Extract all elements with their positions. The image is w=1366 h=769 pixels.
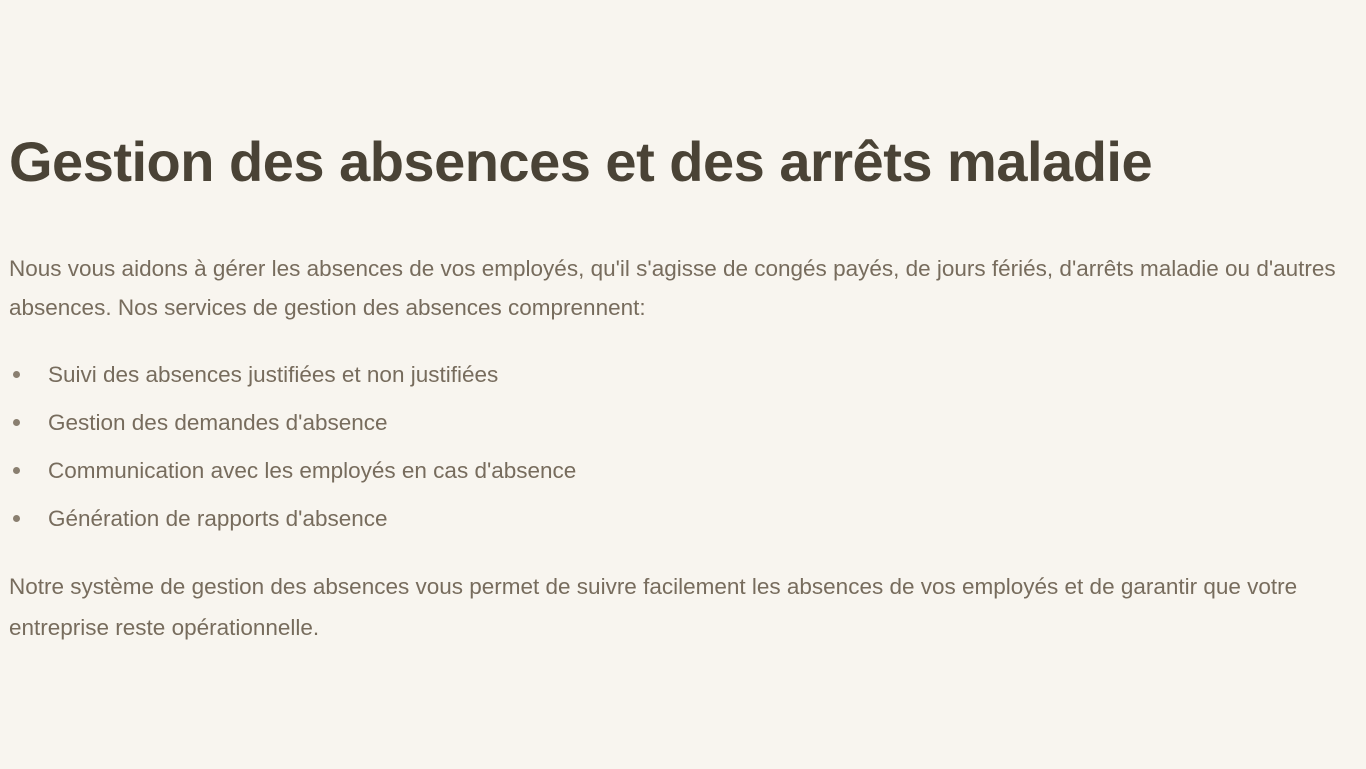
intro-paragraph: Nous vous aidons à gérer les absences de vos employés, qu'il s'agisse de congés payés, de jours fériés, d'arrêts maladie ou d'autres absences. Nos services de gestion des absences comprennent: — [9, 256, 1336, 320]
bullet-icon — [13, 515, 20, 522]
list-item-label: Suivi des absences justifiées et non justifiées — [48, 362, 499, 387]
list-item-label: Génération de rapports d'absence — [48, 506, 388, 531]
list-item-label: Communication avec les employés en cas d'absence — [48, 458, 577, 483]
list-item — [9, 448, 576, 496]
section-title: Gestion des absences et des arrêts maladie — [9, 130, 1153, 193]
list-item — [9, 400, 576, 448]
bullet-icon — [13, 371, 20, 378]
list-item — [9, 496, 576, 544]
bullet-icon — [13, 419, 20, 426]
list-item — [9, 352, 576, 400]
list-item-label: Gestion des demandes d'absence — [48, 410, 388, 435]
bullet-icon — [13, 467, 20, 474]
services-list — [9, 352, 576, 544]
outro-paragraph: Notre système de gestion des absences vous permet de suivre facilement les absences de vos employés et de garantir que votre entreprise reste opérationnelle. — [9, 574, 1298, 640]
